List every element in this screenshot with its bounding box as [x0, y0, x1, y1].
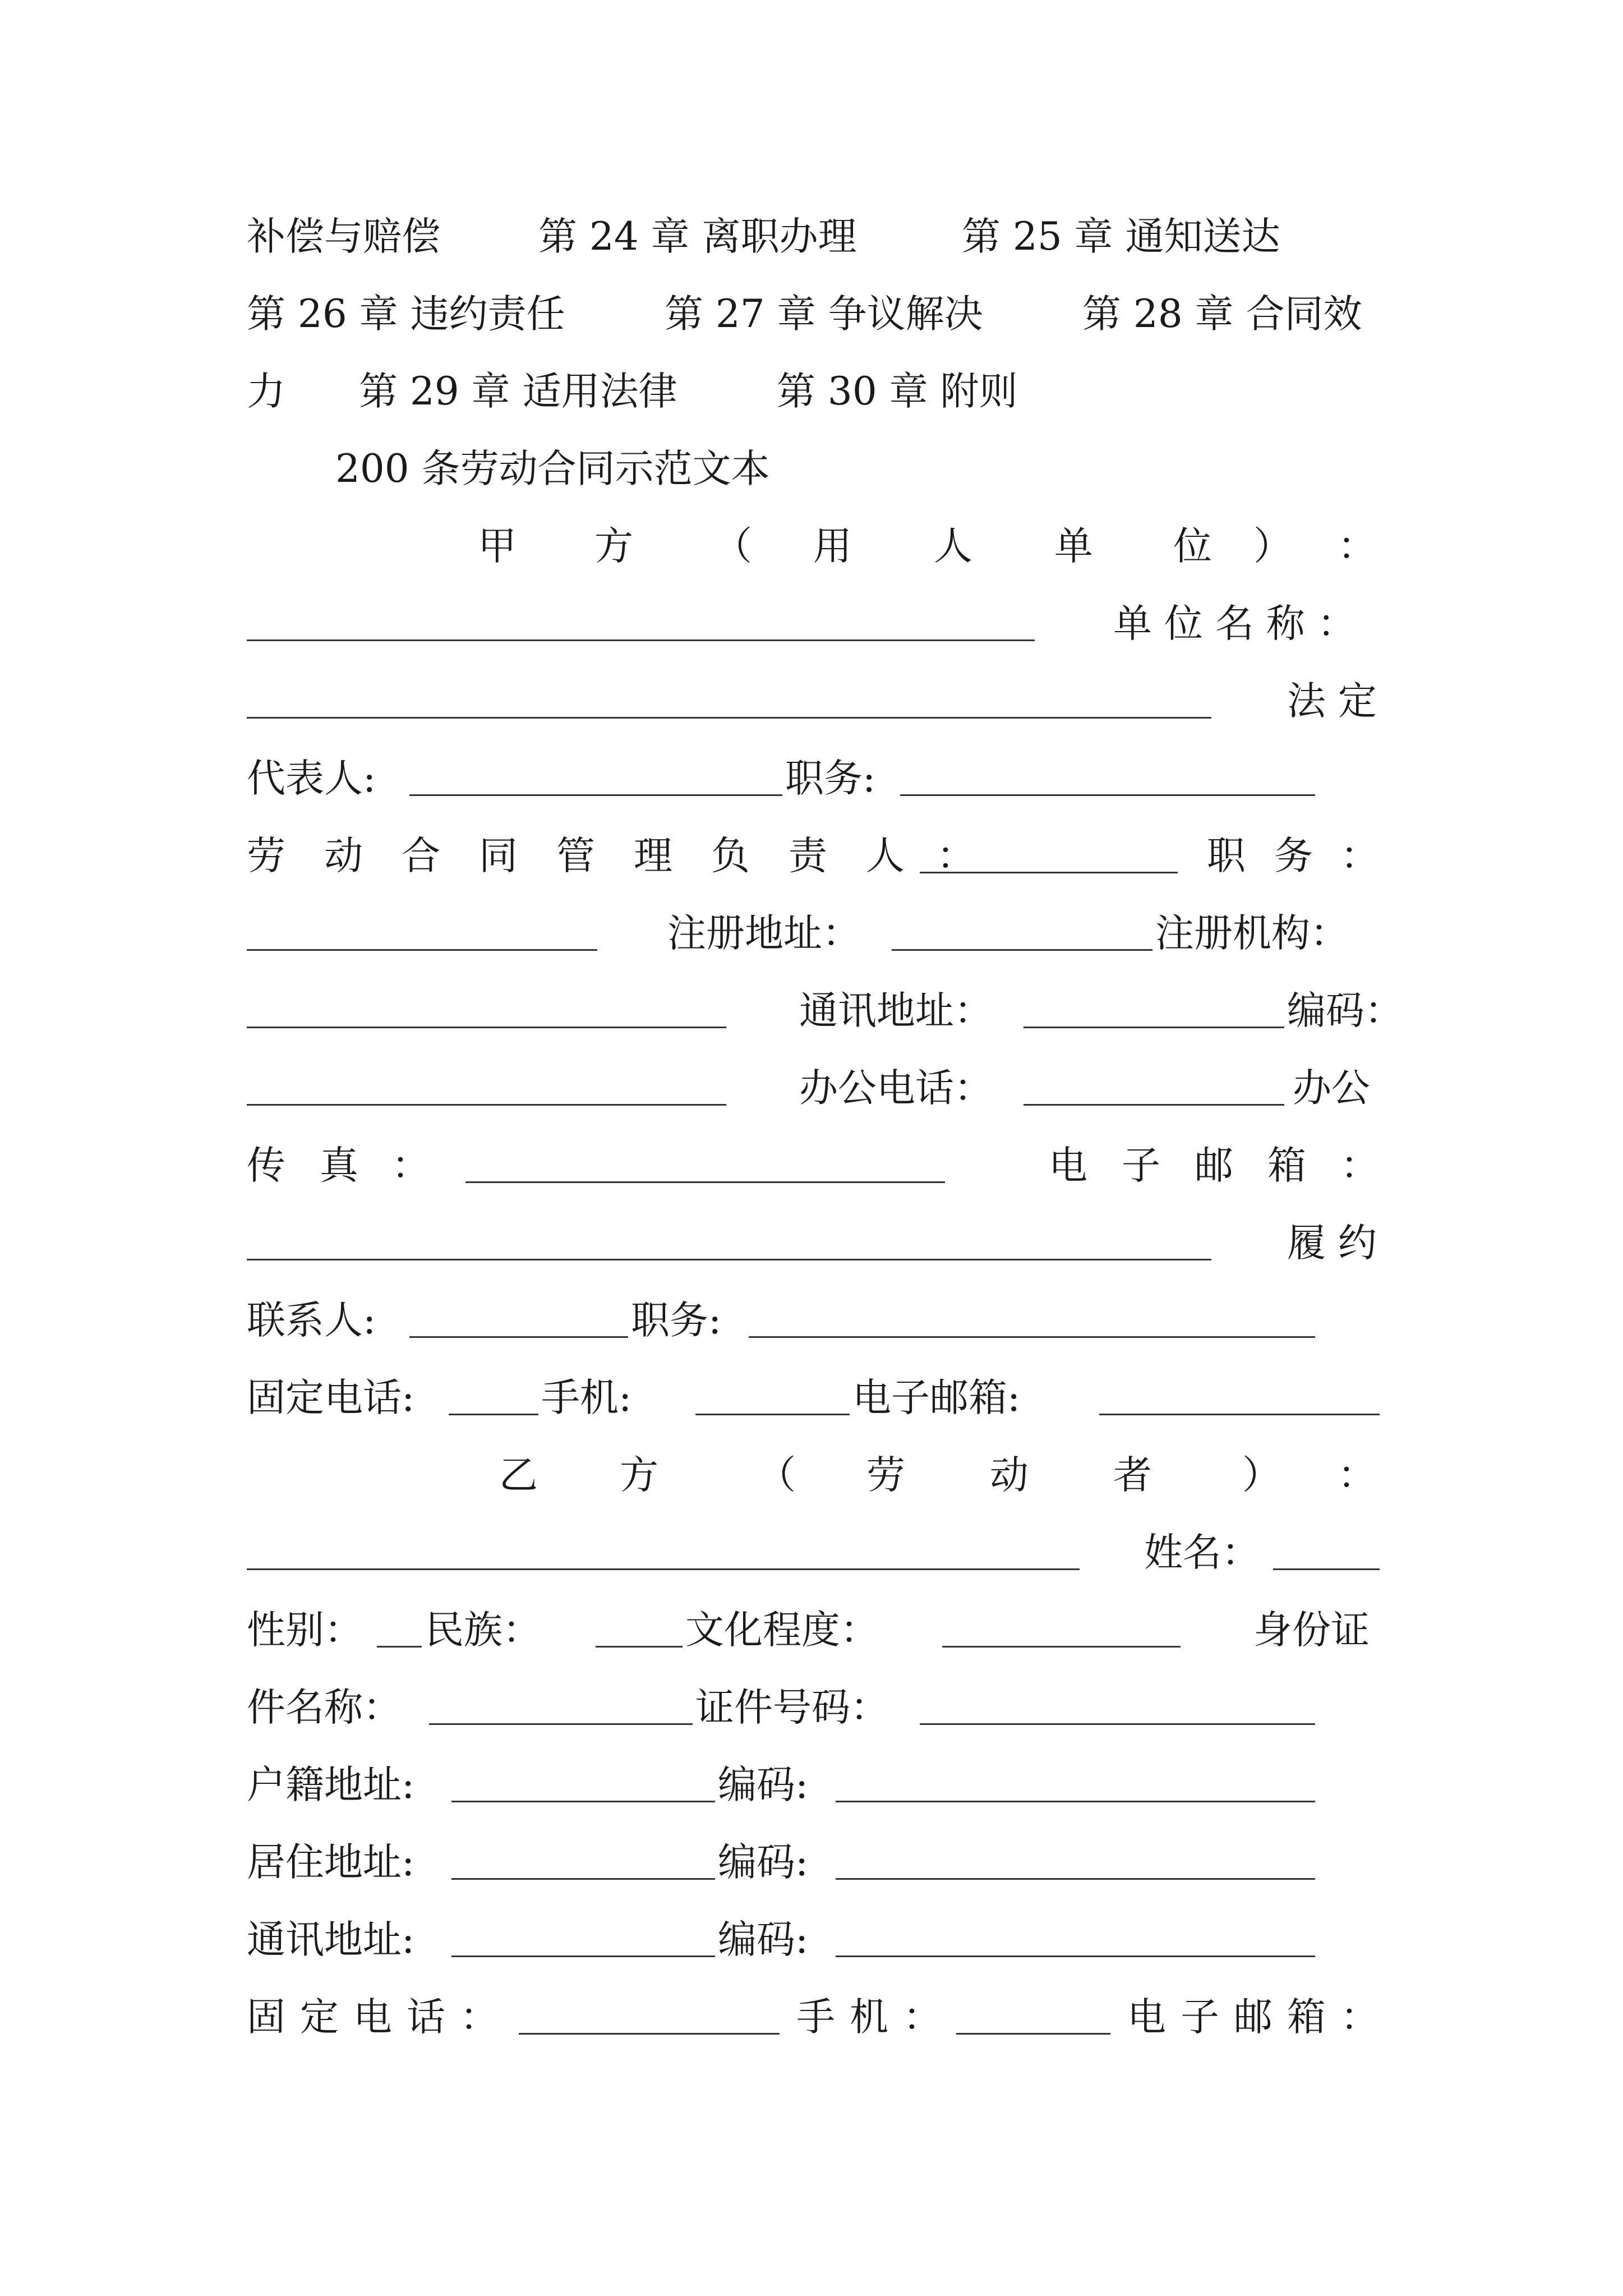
toc-item: 第 28 章 合同效 [1082, 292, 1362, 337]
mobile-label: 手机: [541, 1375, 632, 1420]
phone-row [247, 1989, 1380, 2045]
office-fax-field[interactable] [465, 1181, 945, 1183]
manager-field[interactable] [920, 872, 1178, 873]
party-b-heading-char: 方 [620, 1453, 658, 1498]
mobile-field[interactable] [695, 1414, 850, 1415]
education-field[interactable] [942, 1646, 1181, 1648]
ethnicity-label: 民族： [425, 1608, 541, 1653]
name-label: 姓名： [1144, 1530, 1260, 1575]
mail-postcode-field[interactable] [836, 1955, 1315, 1957]
legal-rep-field[interactable] [409, 794, 782, 796]
postcode-label: 编码: [718, 1840, 809, 1885]
household-row [247, 1757, 1380, 1813]
personal-info-row [247, 1602, 1380, 1658]
party-a-heading-char: 甲 [478, 524, 517, 569]
id-label-part2: 件名称： [247, 1685, 402, 1730]
contact-row-1 [247, 1215, 1380, 1271]
manager-label-char: 动 [324, 834, 363, 878]
email-label-char: 邮 [1195, 1143, 1233, 1188]
contact-label-part2: 联系人: [247, 1298, 376, 1343]
household-postcode-field[interactable] [836, 1801, 1315, 1802]
name-field[interactable] [1273, 1568, 1380, 1570]
landline-label-char: 定 [300, 1995, 339, 2040]
contact-phone-row [247, 1370, 1380, 1426]
unit-name-field[interactable] [247, 717, 1211, 719]
name-row [247, 1525, 1380, 1581]
mobile-field[interactable] [956, 2033, 1110, 2035]
education-label: 文化程度： [685, 1608, 879, 1653]
reg-authority-field[interactable] [247, 1027, 726, 1028]
office-fax-label-char: 传 [247, 1143, 285, 1188]
toc-item: 补偿与赔偿 [247, 214, 440, 259]
email-label-char: ： [1340, 1995, 1379, 2040]
party-b-heading-char: ） [1242, 1453, 1281, 1498]
party-b-heading-char: 劳 [866, 1453, 905, 1498]
manager-label-char: 劳 [247, 834, 285, 878]
party-b-heading-char: 者 [1113, 1453, 1152, 1498]
position-field[interactable] [900, 794, 1315, 796]
toc-item: 第 25 章 通知送达 [962, 214, 1280, 259]
landline-label-char: ： [460, 1995, 499, 2040]
household-address-label: 户籍地址: [247, 1763, 415, 1807]
contact-field[interactable] [409, 1336, 628, 1338]
gender-label: 性别： [247, 1608, 363, 1653]
party-b-heading-char: 动 [990, 1453, 1029, 1498]
id-number-label: 证件号码： [695, 1685, 889, 1730]
office-phone-field[interactable] [1023, 1104, 1284, 1106]
toc-item: 第 29 章 适用法律 [359, 369, 677, 414]
party-a-heading-char: 位 [1173, 524, 1212, 569]
email-label-char: 箱 [1267, 1143, 1306, 1188]
contact-position-field[interactable] [749, 1336, 1315, 1338]
email-label-char: 箱 [1287, 1995, 1326, 2040]
party-a-heading-char: 人 [934, 524, 972, 569]
office-fax-label-char: 真 [320, 1143, 358, 1188]
unit-name-label: 单 位 名 称 ： [1113, 601, 1356, 646]
postcode-field[interactable] [247, 1104, 726, 1106]
mail-address-field[interactable] [451, 1955, 715, 1957]
party-a-heading-char: （ [713, 524, 752, 569]
email-field[interactable] [247, 1259, 1211, 1260]
manager-label-char: 责 [789, 834, 827, 878]
residence-address-label: 居住地址: [247, 1840, 415, 1885]
legal-rep-row-1 [247, 673, 1380, 729]
party-b-heading-char: （ [757, 1453, 796, 1498]
residence-row [247, 1834, 1380, 1890]
toc-item: 第 24 章 离职办理 [538, 214, 857, 259]
position-label: 职务: [785, 756, 876, 801]
toc-item: 第 27 章 争议解决 [665, 292, 983, 337]
mail-address-label: 通讯地址： [799, 988, 993, 1033]
toc-line-2 [247, 286, 1380, 342]
office-fax-label-part1: 办公 [1293, 1066, 1370, 1111]
manager-label-char: 负 [711, 834, 750, 878]
mail-address-label: 通讯地址: [247, 1917, 415, 1962]
ethnicity-field[interactable] [596, 1646, 683, 1648]
mobile-label-char: ： [903, 1995, 942, 2040]
manager-position-field[interactable] [247, 949, 597, 951]
postcode-label: 编码： [1287, 988, 1403, 1033]
residence-address-field[interactable] [451, 1878, 715, 1880]
reg-address-label: 注册地址： [667, 911, 861, 956]
registration-row [247, 905, 1380, 961]
office-fax-label-char: ： [391, 1143, 430, 1188]
email-label-char: 电 [1127, 1995, 1166, 2040]
reg-authority-label: 注册机构： [1155, 911, 1349, 956]
manager-label-char: 管 [556, 834, 595, 878]
contact-email-field[interactable] [1099, 1414, 1380, 1415]
contract-manager-row [247, 828, 1380, 884]
office-phone-label: 办公电话： [799, 1066, 993, 1111]
party-a-heading-char: ） [1253, 524, 1292, 569]
manager-label-char: 人 [866, 834, 905, 878]
blank-line[interactable] [247, 639, 1035, 641]
landline-label: 固定电话: [247, 1375, 415, 1420]
mobile-label-char: 手 [796, 1995, 835, 2040]
party-b-heading-char: ： [1338, 1453, 1376, 1498]
landline-field[interactable] [519, 2033, 780, 2035]
party-a-heading-char: 用 [813, 524, 852, 569]
legal-rep-label-part2: 代表人: [247, 756, 376, 801]
blank-line[interactable] [247, 1568, 1080, 1570]
toc-item: 力 [247, 369, 285, 414]
contact-row-2 [247, 1292, 1380, 1349]
document-title-line [247, 441, 1380, 497]
manager-position-char: ： [1340, 834, 1379, 878]
party-a-heading-char: 方 [594, 524, 633, 569]
id-type-field[interactable] [429, 1723, 693, 1725]
email-label-char: 电 [1049, 1143, 1087, 1188]
toc-line-3 [247, 364, 1380, 420]
toc-item: 第 30 章 附则 [777, 369, 1018, 414]
toc-item: 第 26 章 违约责任 [247, 292, 565, 337]
legal-rep-row-2 [247, 751, 1380, 807]
unit-name-row [247, 596, 1380, 652]
party-a-heading-char: ： [1338, 524, 1376, 569]
office-phone-row [247, 1060, 1380, 1116]
party-a-heading-char: 单 [1054, 524, 1093, 569]
manager-label-char: 同 [479, 834, 518, 878]
email-label-char: 邮 [1234, 1995, 1272, 2040]
party-b-heading-char: 乙 [499, 1453, 538, 1498]
contact-position-label: 职务: [631, 1298, 722, 1343]
document-title: 200 条劳动合同示范文本 [335, 447, 770, 491]
party-a-heading [247, 518, 1380, 574]
mail-address-row [247, 983, 1403, 1039]
id-row [247, 1680, 1380, 1736]
legal-rep-label-part1: 法 定 [1287, 679, 1377, 724]
mail-address-field[interactable] [1023, 1027, 1284, 1028]
mobile-label-char: 机 [850, 1995, 888, 2040]
residence-postcode-field[interactable] [836, 1878, 1315, 1880]
manager-position-char: 务 [1274, 834, 1313, 878]
manager-label-char: ： [937, 834, 975, 878]
landline-label-char: 固 [247, 1995, 285, 2040]
postcode-label: 编码: [718, 1763, 809, 1807]
id-label-part1: 身份证 [1253, 1608, 1370, 1653]
gender-field[interactable] [377, 1646, 422, 1648]
party-b-heading [247, 1447, 1380, 1503]
id-number-field[interactable] [920, 1723, 1315, 1725]
household-address-field[interactable] [451, 1801, 715, 1802]
postcode-label: 编码: [718, 1917, 809, 1962]
contact-label-part1: 履 约 [1287, 1221, 1377, 1266]
landline-label-char: 话 [407, 1995, 445, 2040]
email-label-char: ： [1340, 1143, 1379, 1188]
landline-field[interactable] [449, 1414, 538, 1415]
contact-email-label: 电子邮箱: [852, 1375, 1021, 1420]
email-label-char: 子 [1181, 1995, 1219, 2040]
toc-line-1 [247, 209, 1380, 265]
manager-position-char: 职 [1207, 834, 1246, 878]
manager-label-char: 理 [634, 834, 672, 878]
mail-row [247, 1912, 1380, 1968]
manager-label-char: 合 [402, 834, 440, 878]
email-label-char: 子 [1122, 1143, 1160, 1188]
reg-address-field[interactable] [892, 949, 1152, 951]
landline-label-char: 电 [353, 1995, 392, 2040]
fax-email-row [247, 1138, 1380, 1194]
